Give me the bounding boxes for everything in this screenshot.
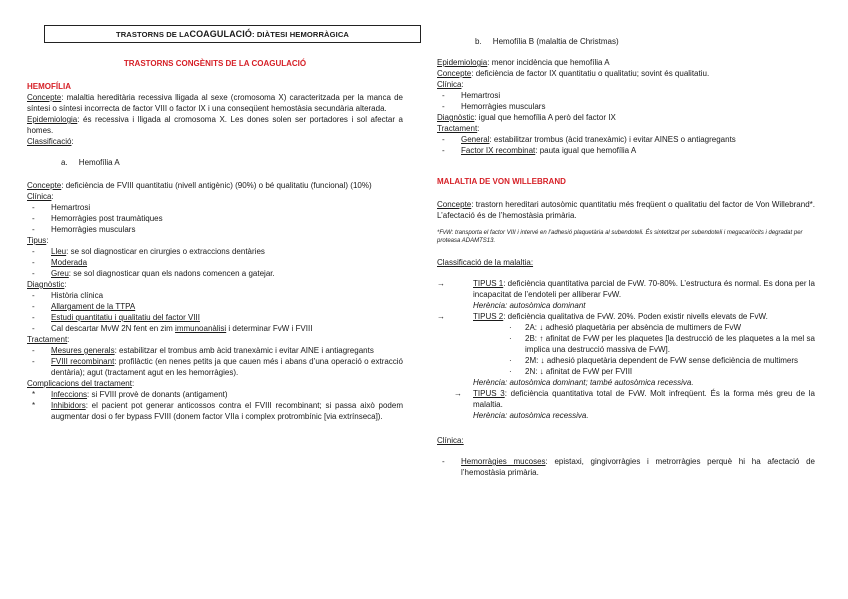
list-item: - Hemorràgies post traumàtiques [32,214,163,223]
list-item: - Factor IX recombinat: pauta igual que hemofília A [442,146,637,155]
diagnostic-label: Diagnòstic: [27,280,67,289]
tipus2-herencia: Herència: autosòmica dominant; també autosòmica recessiva. [473,378,694,387]
vwd-clinica-label: Clínica: [437,436,464,445]
list-item: · 2A: ↓ adhesió plaquetària per absència de multimers de FvW [509,323,742,332]
list-item: - Hemorràgies musculars [442,102,546,111]
hemofilia-b-tractament-label: Tractament: [437,124,480,133]
list-item: - Estudi quantitatiu i qualitatiu del factor VIII [32,313,200,322]
list-item: - General: estabilitzar trombus (àcid tranexàmic) i evitar AINES o antiagregants [442,135,736,144]
list-item: - Moderada [32,258,88,267]
hemofilia-epidemiologia: Epidemiologia: és recessiva i lligada al cromosoma X. Les dones solen ser portadores i sol afectar a homes. [27,115,403,135]
complicacions-label: Complicacions del tractament: [27,379,135,388]
tractament-label: Tractament: [27,335,70,344]
hemofilia-b-diagnostic: Diagnòstic: igual que hemofília A però del factor IX [437,113,616,122]
list-item: - Hemartrosi [442,91,501,100]
list-item: * Infeccions: si FVIII provè de donants (antigament) [32,390,228,399]
list-item: - Mesures generals: estabilitzar el trombus amb àcid tranexàmic i evitar AINE i antiagregants [32,346,374,355]
hemofilia-a-heading: a. Hemofília A [61,158,120,167]
tipus3-herencia: Herència: autosòmica recessiva. [473,411,589,420]
list-item: - Hemartrosi [32,203,91,212]
right-column [437,36,815,478]
tipus2-item: → TIPUS 2: deficiència qualitativa de FvW. 20%. Poden existir nivells elevats de FvW. [437,312,768,321]
vwd-concepte: Concepte: trastorn hereditari autosòmic quantitatiu més freqüent o qualitatiu del factor de Von Willebrand*. L’afectació és de l’hemostàsia primària. [437,200,815,220]
list-item: - Història clínica [32,291,104,300]
clinica-label: Clínica: [27,192,54,201]
tipus1-item: → TIPUS 1: deficiència quantitativa parcial de FvW. 70-80%. L’estructura és normal. Es dona per la incapacitat de l’endoteli per alliberar FvW. [437,279,815,299]
section-heading-congenits: TRASTORNS CONGÈNITS DE LA COAGULACIÓ [123,59,307,68]
vwd-heading: MALALTIA DE VON WILLEBRAND [437,177,566,186]
list-item: - FVIII recombinant: profilàctic (en nenes petits ja que cauen més i abans d’una operació o extracció dentària); agut (tractament agut en les hemorràgies). [32,357,404,377]
vwd-footnote: *FvW: transporta el factor VIII i intervé en l’adhesió plaquetària al subendoteli. És sintetitzat per subendoteli i megacariòcits i degradat per proteasa ADAMTS13. [437,230,803,244]
hemofilia-b-clinica-label: Clínica: [437,80,464,89]
hemofilia-b-heading: b. Hemofília B (malaltia de Christmas) [475,37,619,46]
hemofilia-b-concepte: Concepte: deficiència de factor IX quantitatiu o qualitatiu; sovint és qualitatiu. [437,69,710,78]
hemofilia-heading: HEMOFÍLIA [27,82,71,91]
list-item: · 2M: ↓ adhesió plaquetària dependent de FvW sense deficiència de multimers [509,356,799,365]
hemofilia-b-epidemiologia: Epidemiologia: menor incidència que hemofília A [437,58,610,67]
hemofilia-a-concepte: Concepte: deficiència de FVIII quantitatiu (nivell antigènic) (90%) o bé qualitatiu (funcional) (10%) [27,181,372,190]
list-item: * Inhibidors: el pacient pot generar anticossos contra el FVIII recombinant; si passa això podem augmentar dosi o fer bypass FVIII (donem factor VIIa i complex protrombínic [via extrínseca]). [32,401,403,421]
list-item: - Hemorràgies musculars [32,225,136,234]
list-item: - Lleu: se sol diagnosticar en cirurgies o extraccions dentàries [32,247,265,256]
tipus1-herencia: Herència: autosòmica dominant [473,301,586,310]
list-item: - Cal descartar MvW 2N fent en zim immunoanàlisi i determinar FvW i FVIII [32,324,313,333]
hemofilia-concepte: Concepte: malaltia hereditària recessiva lligada al sexe (cromosoma X) caracteritzada per la manca de síntesi o síntesi incorrecta de factor VIII o factor IX i una conseqüent hemostàsia secundària alterada. [27,93,403,113]
document-title: TRASTORNS DE LA COAGULACIÓ : DIÀTESI HEMORRÀGICA [44,25,421,43]
tipus3-item: → TIPUS 3: deficiència quantitativa total de FvW. Molt infreqüent. És la forma més greu de la malaltia. [454,389,815,409]
tipus-label: Tipus: [27,236,49,245]
list-item: · 2B: ↑ afinitat de FvW per les plaquetes [la destrucció de les plaquetes a la mel sa implica una destrucció massiva de FvW]. [509,334,815,354]
vwd-classificacio-label: Classificació de la malaltia: [437,258,534,267]
classificacio-label: Classificació: [27,137,74,146]
list-item: - Greu: se sol diagnosticar quan els nadons comencen a gatejar. [32,269,275,278]
list-item: - Allargament de la TTPA [32,302,136,311]
left-column [27,58,403,422]
list-item: - Hemorràgies mucoses: epistaxi, gingivorràgies i metrorràgies perquè hi ha afectació de l’hemostàsia primària. [442,457,816,477]
list-item: · 2N: ↓ afinitat de FvW per FVIII [509,367,633,376]
